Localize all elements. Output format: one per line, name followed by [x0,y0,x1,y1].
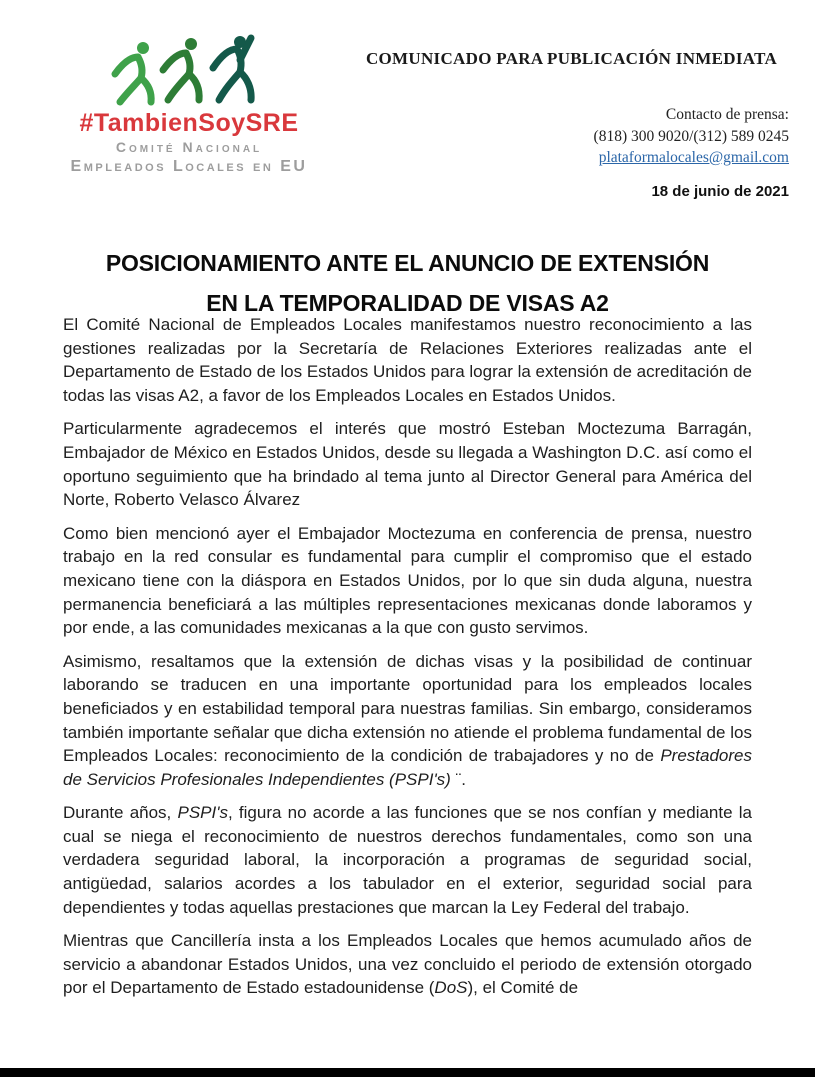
paragraph-segment: Mientras que Cancillería insta a los Empleados Locales que hemos acumulado años de servicio a abandonar Estados Unidos, una vez concluido el periodo de extensión otorgado por el Departamento de Estado estadounidense ( [63,931,752,998]
release-statement: COMUNICADO PARA PUBLICACIÓN INMEDIATA [365,49,778,68]
paragraph-italic-segment: PSPI's [177,803,228,823]
paragraph-segment: ), el Comité de [467,978,579,998]
logo [64,32,314,176]
paragraph-segment: Particularmente agradecemos el interés que mostró Esteban Moctezuma Barragán, Embajador de México en Estados Unidos, desde su llegada a Washington D.C. así como el oportuno seguimiento que ha brindado al tema junto al Director General para América del Norte, Roberto Velasco Álvarez [63,419,752,510]
figure-head [234,36,246,48]
document-date: 18 de junio de 2021 [651,183,789,200]
paragraph [63,650,752,792]
figure-head [137,42,149,54]
logo-figures-icon [99,32,279,112]
contact-email-link[interactable]: plataformalocales@gmail.com [598,149,789,166]
scan-bottom-bar [0,1068,815,1077]
contact-label: Contacto de prensa: [665,106,789,123]
paragraph-segment: Como bien mencionó ayer el Embajador Moctezuma en conferencia de prensa, nuestro trabajo en la red consular es fundamental para cumplir el compromiso que el estado mexicano tiene con la diáspora en Estados Unidos, por lo que sin duda alguna, nuestra permanencia beneficiará a las múltiples representaciones mexicanas donde laboramos y por ende, a las comunidades mexicanas a la que con gusto servimos. [63,523,752,638]
logo-hashtag: #TambienSoySRE [79,109,299,137]
document-body [63,313,752,1010]
paragraph [63,417,752,511]
figure-head [185,38,197,50]
paragraph-segment: El Comité Nacional de Empleados Locales manifestamos nuestro reconocimiento a las gestiones realizadas por la Secretaría de Relaciones Exteriores realizadas ante el Departamento de Estado de los Estados Unidos para lograr la extensión de acreditación de todas las visas A2, a favor de los Empleados Locales en Estados Unidos. [63,315,752,405]
title-line-1: POSICIONAMIENTO ANTE EL ANUNCIO DE EXTENSIÓN [105,250,710,276]
paragraph-segment: Durante años, [63,803,178,823]
paragraph [63,522,752,640]
paragraph-segment: ¨. [450,769,466,789]
press-contact-block [594,104,789,169]
paragraph [63,929,752,1000]
paragraph-italic-segment: DoS [434,978,468,998]
document-title [0,243,815,323]
paragraph-segment: Asimismo, resaltamos que la extensión de dichas visas y la posibilidad de continuar laborando se traducen en una importante oportunidad para los empleados locales beneficiados y en estabilidad temporal para nuestras familias. Sin embargo, consideramos también importante señalar que dicha extensión no atiende el problema fundamental de los Empleados Locales: reconocimiento de la condición de trabajadores y no de [63,651,752,766]
paragraph-italic-segment: Prestadores de Servicios Profesionales Independientes (PSPI's) [63,746,752,789]
paragraph [63,313,752,407]
paragraph [63,801,752,919]
title-line-2: EN LA TEMPORALIDAD DE VISAS A2 [206,290,609,316]
logo-committee-line: Comité Nacional [115,139,263,155]
logo-employees-line: Empleados Locales en EU [70,158,308,175]
paragraph-segment: , figura no acorde a las funciones que se nos confían y mediante la cual se niega el reconocimiento de nuestros derechos fundamentales, como son una verdadera seguridad laboral, la incorporación a programas de seguridad social, antigüedad, salarios acordes a los tabulador en el exterior, seguridad social para dependientes y todas aquellas prestaciones que marcan la Ley Federal del trabajo. [63,803,753,917]
contact-phones: (818) 300 9020/(312) 589 0245 [593,127,789,145]
